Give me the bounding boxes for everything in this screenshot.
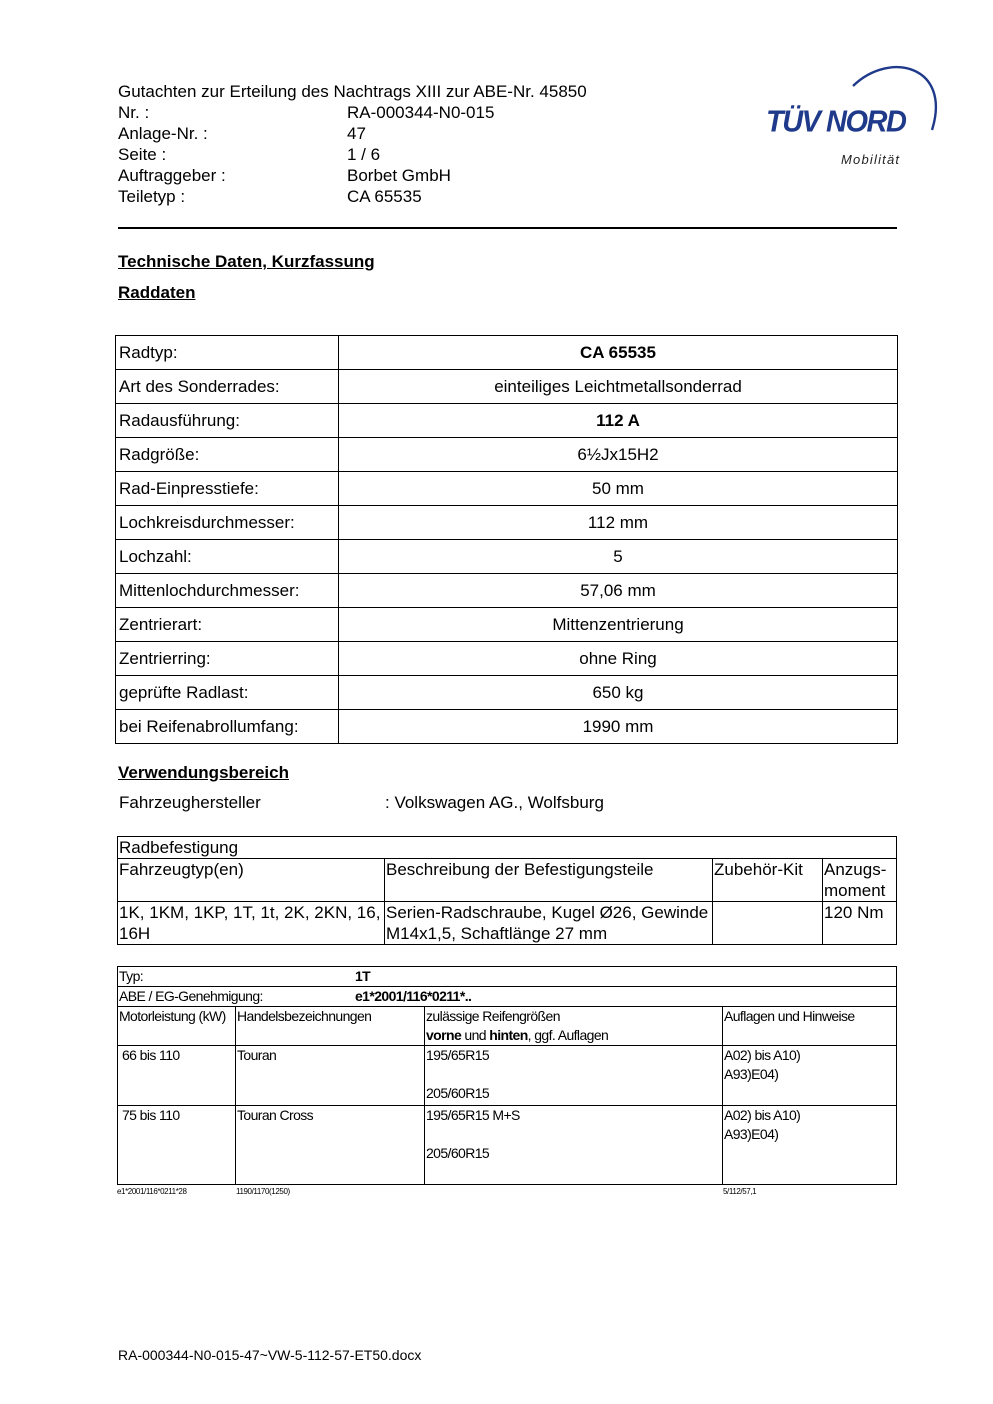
tuev-nord-logo: [760, 58, 940, 173]
table-row: Typ: 1T: [118, 967, 897, 987]
table-row: Fahrzeugtyp(en) Beschreibung der Befestigungsteile Zubehör-Kit Anzugs-moment: [118, 859, 897, 902]
table-row: 75 bis 110 Touran Cross 195/65R15 M+S 205/60R15 A02) bis A10) A93)E04): [118, 1106, 897, 1185]
table-row: ABE / EG-Genehmigung: e1*2001/116*0211*..: [118, 987, 897, 1007]
header-divider: [118, 227, 897, 229]
header-row-anlage: Anlage-Nr. : 47: [118, 124, 366, 143]
manufacturer-label: Fahrzeughersteller: [119, 793, 261, 812]
table-row: Radtyp: CA 65535: [116, 336, 898, 370]
vehicle-tire-table: [117, 966, 897, 1185]
header-row-seite: Seite : 1 / 6: [118, 145, 381, 164]
logo-brand: TÜV NORD: [766, 105, 906, 139]
table-row: Motorleistung (kW) Handelsbezeichnungen zulässige Reifengrößen vorne und hinten, ggf. Auflagen Auflagen und Hinweise: [118, 1007, 897, 1046]
section-heading-raddaten: Raddaten: [118, 283, 196, 302]
section-heading-technische-daten: Technische Daten, Kurzfassung: [118, 252, 375, 271]
header-row-auftraggeber: Auftraggeber : Borbet GmbH: [118, 166, 451, 185]
table-row: Art des Sonderrades: einteiliges Leichtmetallsonderrad: [116, 370, 898, 404]
table-row: geprüfte Radlast: 650 kg: [116, 676, 898, 710]
manufacturer-line: [119, 793, 604, 813]
table-row: Radgröße: 6½Jx15H2: [116, 438, 898, 472]
table-row: Rad-Einpresstiefe: 50 mm: [116, 472, 898, 506]
table-row: Zentrierring: ohne Ring: [116, 642, 898, 676]
table-row: Radbefestigung: [118, 837, 897, 859]
table-row: Zentrierart: Mittenzentrierung: [116, 608, 898, 642]
table-row: Mittenlochdurchmesser: 57,06 mm: [116, 574, 898, 608]
table-row: Lochkreisdurchmesser: 112 mm: [116, 506, 898, 540]
manufacturer-value: : Volkswagen AG., Wolfsburg: [385, 793, 604, 812]
table-row: 1K, 1KM, 1KP, 1T, 1t, 2K, 2KN, 16, 16H Serien-Radschraube, Kugel Ø26, Gewinde M14x1,5, Schaftlänge 27 mm 120 Nm: [118, 902, 897, 945]
section-heading-verwendungsbereich: Verwendungsbereich: [118, 763, 289, 782]
table-row: 66 bis 110 Touran 195/65R15 205/60R15 A02) bis A10) A93)E04): [118, 1046, 897, 1106]
table-row: Lochzahl: 5: [116, 540, 898, 574]
document-header: [118, 81, 587, 207]
document-title: Gutachten zur Erteilung des Nachtrags XIII zur ABE-Nr. 45850: [118, 82, 587, 101]
document-filename: RA-000344-N0-015-47~VW-5-112-57-ET50.docx: [118, 1347, 422, 1363]
table-row: bei Reifenabrollumfang: 1990 mm: [116, 710, 898, 744]
logo-subtitle: Mobilität: [841, 152, 901, 167]
header-row-teiletyp: Teiletyp : CA 65535: [118, 187, 422, 206]
header-row-nr: Nr. : RA-000344-N0-015: [118, 103, 495, 122]
wheel-mounting-table: [117, 836, 897, 945]
wheel-data-table: [115, 335, 898, 744]
table-row: Radausführung: 112 A: [116, 404, 898, 438]
